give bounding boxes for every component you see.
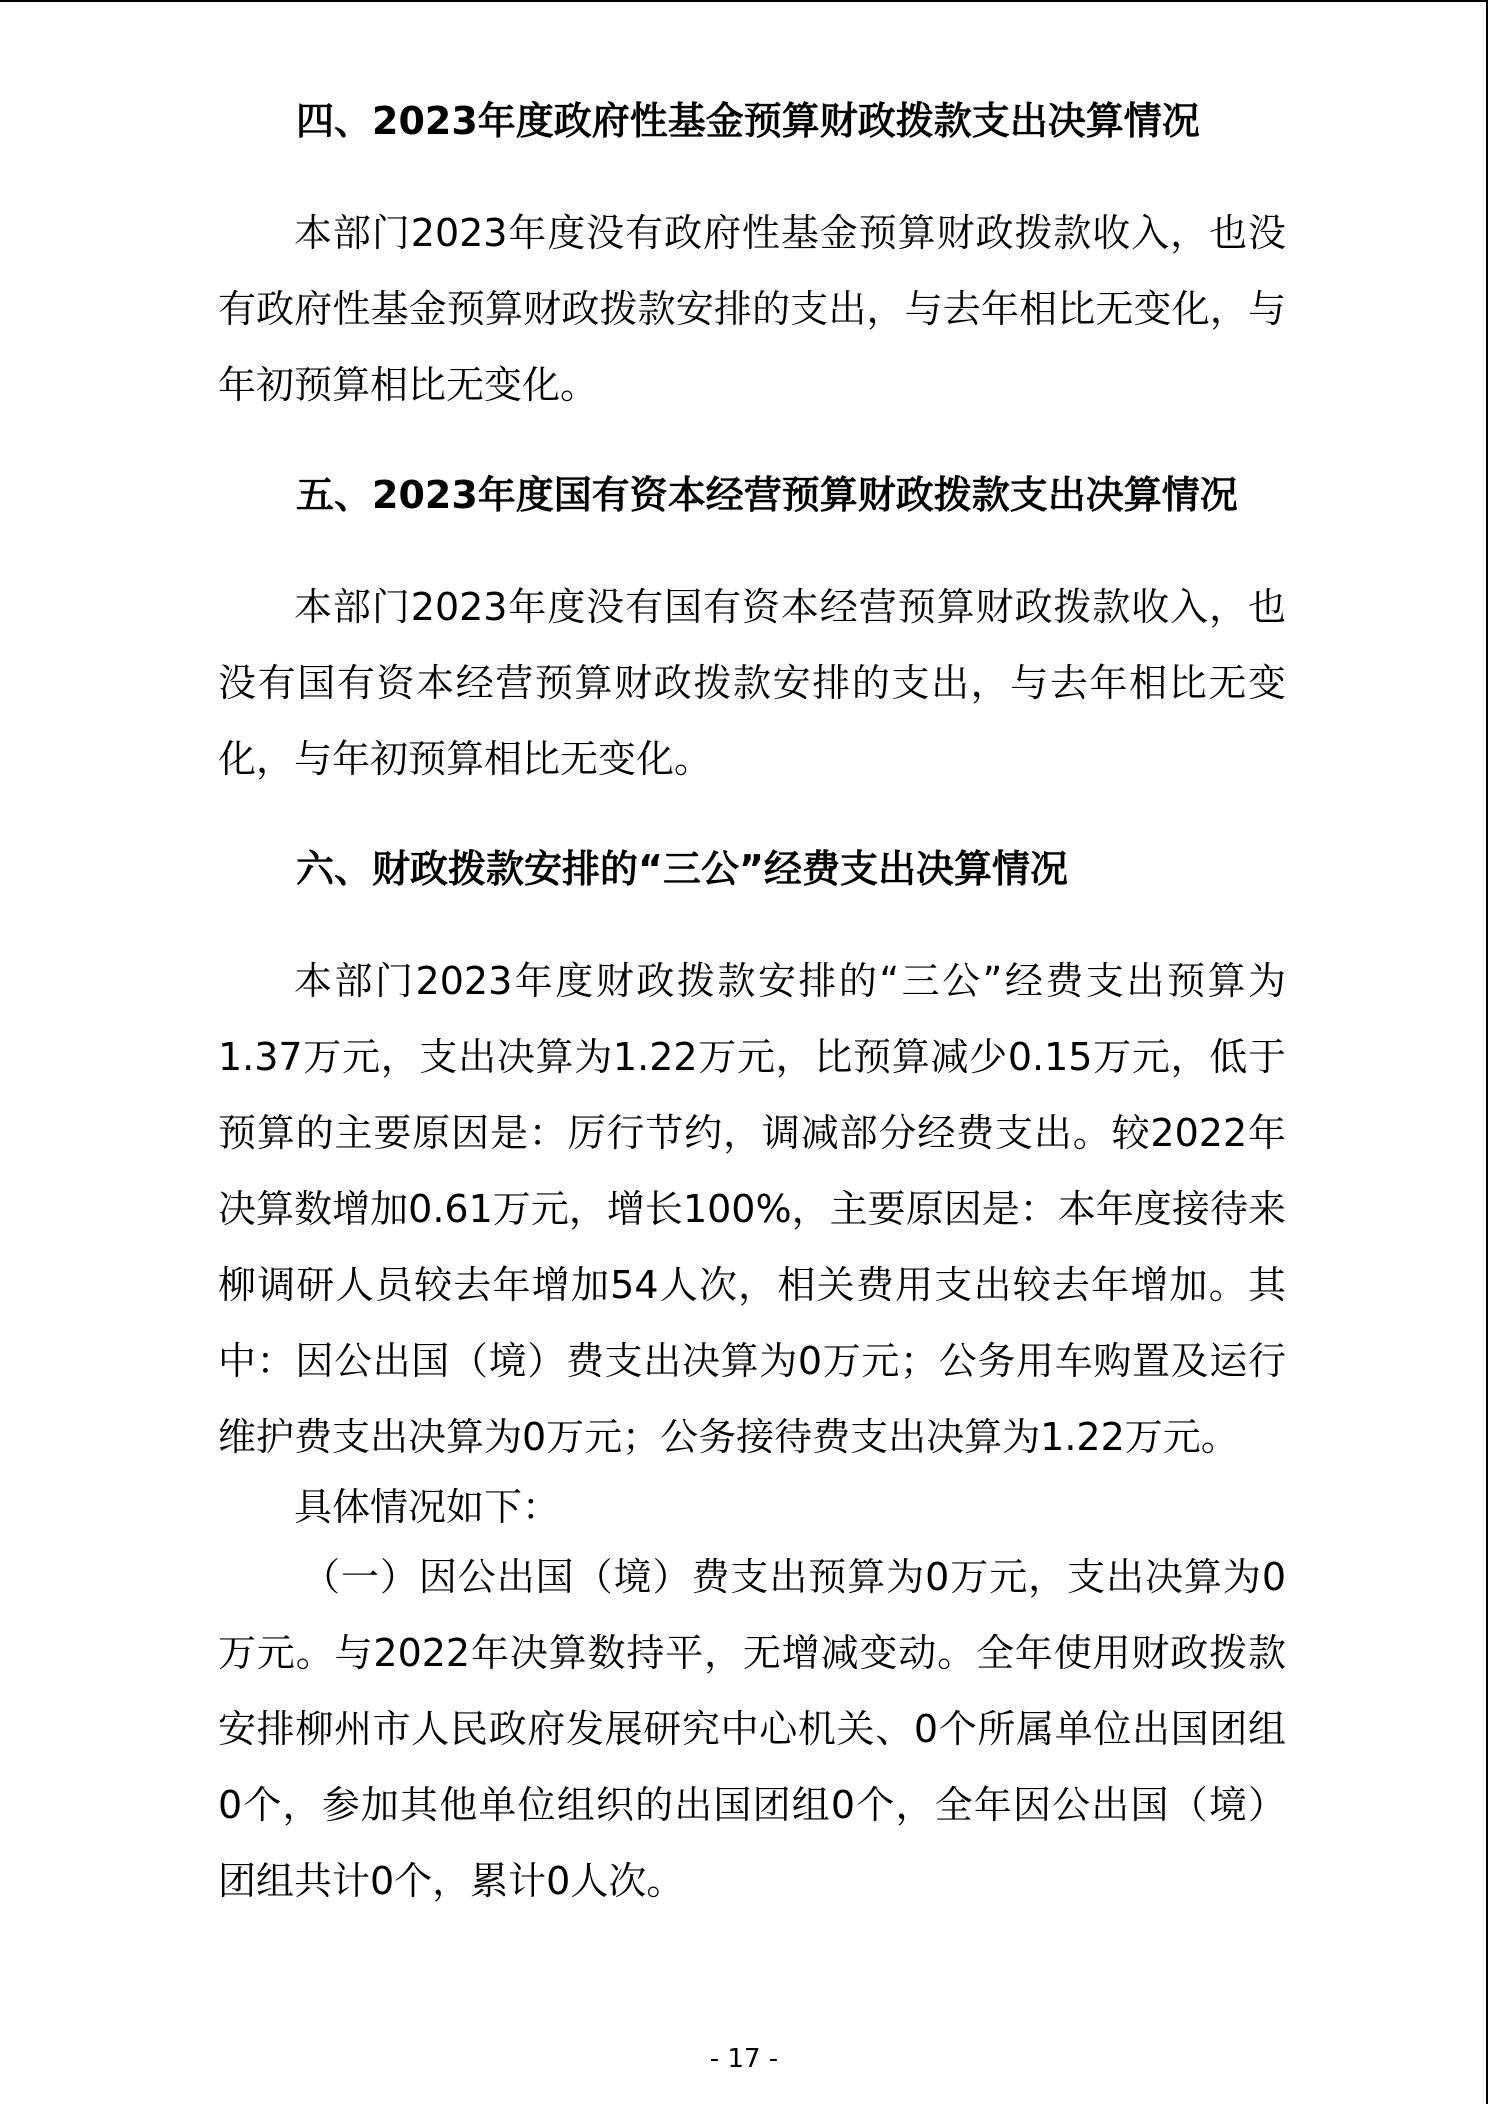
details-intro: 具体情况如下：	[294, 1485, 561, 1529]
section-5-heading: 五、2023年度国有资本经营预算财政拨款支出决算情况	[296, 473, 1238, 517]
section-6-paragraph: 本部门2023年度财政拨款安排的“三公”经费支出预算为1.37万元，支出决算为1.22万元，比预算减少0.15万元，低于预算的主要原因是：厉行节约，调减部分经费支出。较2022年决算数增加0.61万元，增长100%，主要原因是：本年度接待来柳调研人员较去年增加54人次，相关费用支出较去年增加。其中：因公出国（境）费支出决算为0万元；公务用车购置及运行维护费支出决算为0万元；公务接待费支出决算为1.22万元。	[218, 959, 1286, 1459]
section-6-heading: 六、财政拨款安排的“三公”经费支出决算情况	[296, 847, 1068, 891]
section-4-heading: 四、2023年度政府性基金预算财政拨款支出决算情况	[296, 99, 1200, 143]
section-4-paragraph: 本部门2023年度没有政府性基金预算财政拨款收入，也没有政府性基金预算财政拨款安排的支出，与去年相比无变化，与年初预算相比无变化。	[218, 211, 1286, 407]
section-5-paragraph: 本部门2023年度没有国有资本经营预算财政拨款收入，也没有国有资本经营预算财政拨款安排的支出，与去年相比无变化，与年初预算相比无变化。	[218, 585, 1286, 781]
page-number: - 17 -	[709, 2044, 779, 2074]
document-body	[218, 95, 1286, 1919]
detail-item-1: （一）因公出国（境）费支出预算为0万元，支出决算为0万元。与2022年决算数持平，无增减变动。全年使用财政拨款安排柳州市人民政府发展研究中心机关、0个所属单位出国团组0个，参加其他单位组织的出国团组0个，全年因公出国（境）团组共计0个，累计0人次。	[218, 1555, 1286, 1903]
page-border-top	[0, 0, 1488, 2]
